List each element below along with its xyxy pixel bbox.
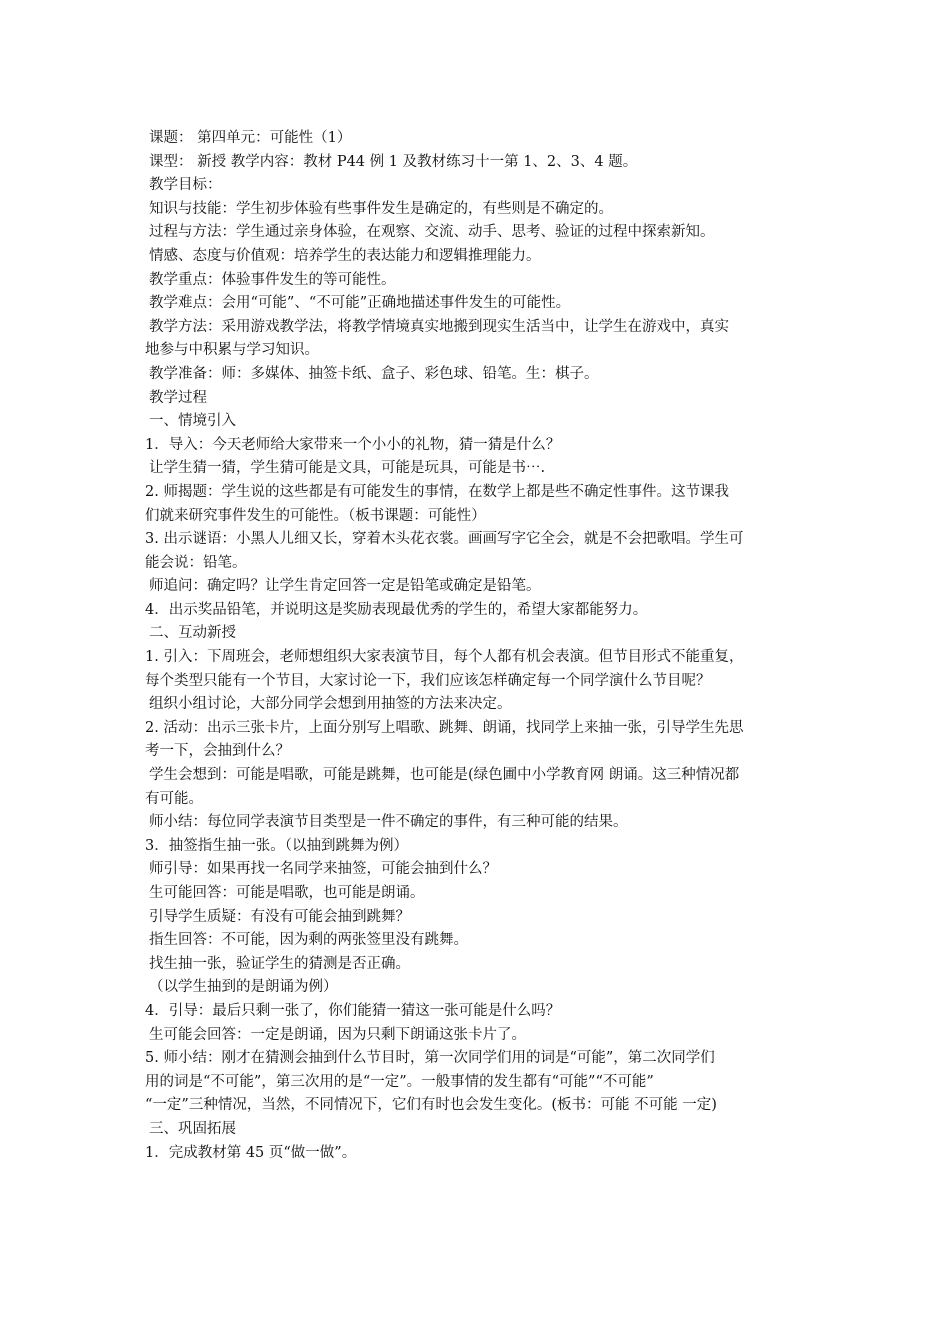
- text-line: 组织小组讨论，大部分同学会想到用抽签的方法来决定。: [149, 696, 512, 713]
- text-line: 3．抽签指生抽一张。（以抽到跳舞为例）: [145, 837, 408, 854]
- text-line: 二、互动新授: [149, 625, 236, 642]
- text-line: 地参与中积累与学习知识。: [145, 342, 319, 359]
- text-line: 课题： 第四单元：可能性（1）: [149, 130, 352, 146]
- text-line: 每个类型只能有一个节目，大家讨论一下，我们应该怎样确定每一个同学演什么节目呢？: [145, 672, 711, 689]
- text-line: 三、巩固拓展: [149, 1120, 236, 1137]
- text-line: 教学准备：师：多媒体、抽签卡纸、盒子、彩色球、铅笔。生：棋子。: [149, 365, 599, 382]
- text-line: 教学重点：体验事件发生的等可能性。: [149, 271, 396, 288]
- text-line: 教学过程: [149, 389, 207, 406]
- text-line: 有可能。: [145, 790, 203, 807]
- text-line: 们就来研究事件发生的可能性。（板书课题：可能性）: [145, 507, 486, 524]
- text-line: 师追问：确定吗？让学生肯定回答一定是铅笔或确定是铅笔。: [149, 578, 541, 595]
- text-line: 5. 师小结：刚才在猜测会抽到什么节目时，第一次同学们用的词是“可能”，第二次同学们: [145, 1050, 715, 1067]
- text-line: 1．导入：今天老师给大家带来一个小小的礼物，猜一猜是什么？: [145, 436, 561, 453]
- text-line: 1. 引入：下周班会，老师想组织大家表演节目，每个人都有机会表演。但节目形式不能重复，: [145, 649, 744, 666]
- text-line: 师引导：如果再找一名同学来抽签，可能会抽到什么？: [149, 861, 497, 878]
- text-line: 情感、态度与价值观：培养学生的表达能力和逻辑推理能力。: [149, 247, 541, 264]
- text-line: “一定”三种情况，当然，不同情况下，它们有时也会发生变化。(板书：可能 不可能 一定): [145, 1097, 717, 1114]
- text-line: （以学生抽到的是朗诵为例）: [149, 979, 338, 996]
- text-line: 教学目标：: [149, 177, 222, 194]
- text-line: 1．完成教材第 45 页“做一做”。: [145, 1144, 357, 1161]
- text-line: 教学方法：采用游戏教学法，将教学情境真实地搬到现实生活当中，让学生在游戏中，真实: [149, 318, 729, 335]
- document-body: [145, 127, 813, 1165]
- text-line: 让学生猜一猜，学生猜可能是文具，可能是玩具，可能是书⋯.: [149, 460, 546, 477]
- text-line: 引导学生质疑：有没有可能会抽到跳舞？: [149, 908, 410, 925]
- text-line: 4．引导：最后只剩一张了，你们能猜一猜这一张可能是什么吗？: [145, 1002, 561, 1019]
- text-line: 生可能回答：可能是唱歌，也可能是朗诵。: [149, 885, 425, 901]
- text-line: 3. 出示谜语：小黑人儿细又长，穿着木头花衣裳。画画写字它全会，就是不会把歌唱。学生可: [145, 531, 744, 548]
- text-line: 一、情境引入: [149, 413, 236, 430]
- text-line: 考一下，会抽到什么？: [145, 743, 290, 760]
- text-line: 2. 师揭题：学生说的这些都是有可能发生的事情，在数学上都是些不确定性事件。这节课我: [145, 483, 729, 500]
- text-line: 2. 活动：出示三张卡片，上面分别写上唱歌、跳舞、朗诵，找同学上来抽一张，引导学生先思: [145, 719, 744, 736]
- text-line: 知识与技能：学生初步体验有些事件发生是确定的，有些则是不确定的。: [149, 200, 613, 217]
- text-line: 找生抽一张，验证学生的猜测是否正确。: [149, 955, 410, 972]
- text-line: 学生会想到：可能是唱歌，可能是跳舞，也可能是(绿色圃中小学教育网 朗诵。这三种情况都: [149, 767, 740, 784]
- text-line: 指生回答：不可能，因为剩的两张签里没有跳舞。: [149, 932, 468, 949]
- text-line: 生可能会回答：一定是朗诵，因为只剩下朗诵这张卡片了。: [149, 1026, 526, 1043]
- text-line: 课型： 新授 教学内容：教材 P44 例 1 及教材练习十一第 1、2、3、4 题。: [149, 153, 638, 170]
- text-line: 师小结：每位同学表演节目类型是一件不确定的事件，有三种可能的结果。: [149, 814, 628, 831]
- text-line: 教学难点：会用“可能”、“不可能”正确地描述事件发生的可能性。: [149, 295, 571, 312]
- text-line: 用的词是“不可能”，第三次用的是“一定”。一般事情的发生都有“可能”“不可能”: [145, 1073, 654, 1090]
- text-line: 过程与方法：学生通过亲身体验，在观察、交流、动手、思考、验证的过程中探索新知。: [149, 224, 715, 241]
- text-line: 能会说：铅笔。: [145, 554, 247, 571]
- text-line: 4．出示奖品铅笔，并说明这是奖励表现最优秀的学生的，希望大家都能努力。: [145, 601, 648, 618]
